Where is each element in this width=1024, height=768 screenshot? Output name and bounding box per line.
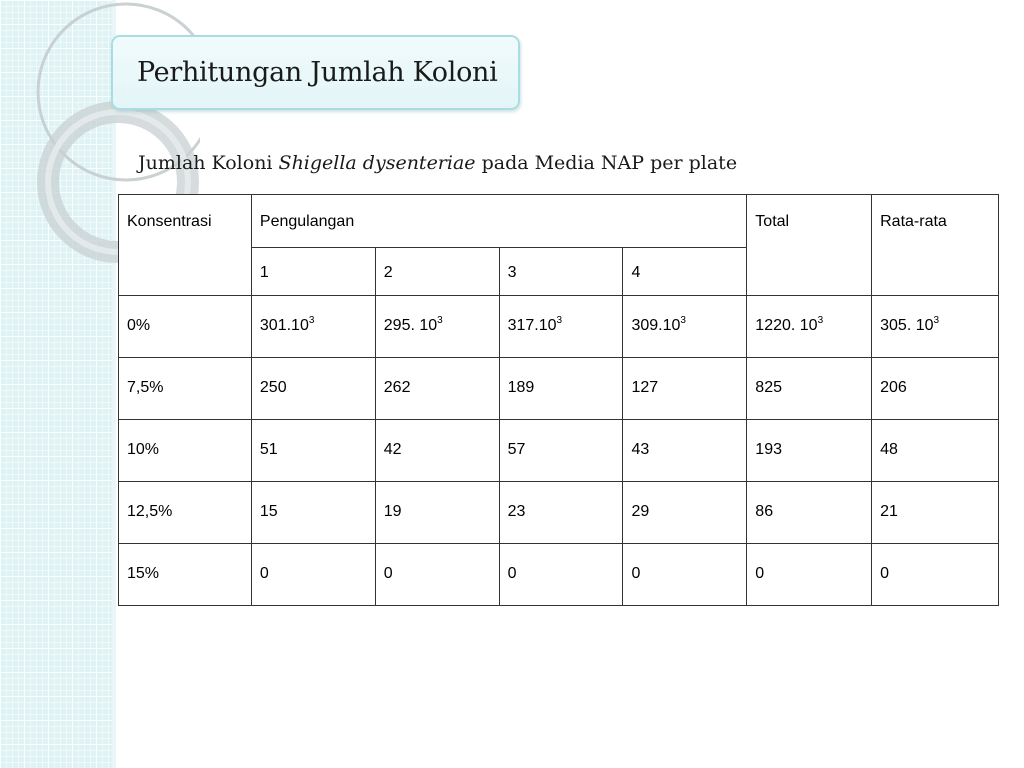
cell-value: 1220. 10 xyxy=(755,317,818,334)
table-row xyxy=(119,482,999,544)
cell-value: 305. 10 xyxy=(880,317,934,334)
cell-replicate-1 xyxy=(251,358,375,420)
cell-replicate-1 xyxy=(251,296,375,358)
table-caption xyxy=(138,152,737,174)
cell-value: 51 xyxy=(259,441,278,458)
cell-value: 825 xyxy=(755,379,782,396)
title-box xyxy=(111,35,520,110)
cell-replicate-3 xyxy=(499,544,623,606)
cell-value: 23 xyxy=(507,503,526,520)
cell-replicate-3 xyxy=(499,358,623,420)
cell-value: 48 xyxy=(880,441,898,458)
table-row xyxy=(119,420,999,482)
cell-value: 57 xyxy=(507,441,526,458)
cell-exponent: 3 xyxy=(308,315,315,326)
cell-konsentrasi: 7,5% xyxy=(119,358,252,420)
cell-replicate-4 xyxy=(623,420,747,482)
cell-total xyxy=(747,296,872,358)
cell-exponent: 3 xyxy=(556,315,563,326)
cell-replicate-3 xyxy=(499,420,623,482)
page-title: Perhitungan Jumlah Koloni xyxy=(137,57,498,88)
cell-value: 0 xyxy=(631,565,641,582)
cell-rata-rata xyxy=(872,544,999,606)
cell-value: 0 xyxy=(880,565,890,582)
cell-total xyxy=(747,544,872,606)
cell-value: 15 xyxy=(259,503,278,520)
cell-value: 0 xyxy=(259,565,269,582)
header-replicate-3: 3 xyxy=(499,248,623,296)
cell-konsentrasi: 15% xyxy=(119,544,252,606)
cell-replicate-4 xyxy=(623,358,747,420)
colony-count-table xyxy=(118,194,999,606)
decorative-strip-edge xyxy=(112,0,116,768)
cell-replicate-3 xyxy=(499,482,623,544)
cell-value: 86 xyxy=(755,503,774,520)
cell-value: 301.10 xyxy=(259,317,309,334)
table-header-row xyxy=(119,195,999,248)
header-total: Total xyxy=(747,195,872,296)
cell-replicate-4 xyxy=(623,482,747,544)
cell-rata-rata xyxy=(872,358,999,420)
cell-value: 0 xyxy=(383,565,393,582)
cell-konsentrasi: 12,5% xyxy=(119,482,252,544)
cell-replicate-3 xyxy=(499,296,623,358)
cell-value: 206 xyxy=(880,379,907,396)
cell-replicate-1 xyxy=(251,544,375,606)
caption-suffix: pada Media NAP per plate xyxy=(475,152,738,174)
cell-value: 189 xyxy=(507,379,535,396)
cell-replicate-2 xyxy=(375,420,499,482)
cell-replicate-2 xyxy=(375,544,499,606)
header-replicate-4: 4 xyxy=(623,248,747,296)
caption-prefix: Jumlah Koloni xyxy=(138,152,279,174)
cell-replicate-1 xyxy=(251,420,375,482)
cell-value: 0 xyxy=(755,565,765,582)
cell-replicate-4 xyxy=(623,296,747,358)
cell-exponent: 3 xyxy=(437,315,443,326)
caption-species: Shigella dysenteriae xyxy=(278,152,476,174)
cell-value: 21 xyxy=(880,503,898,520)
header-rata-rata: Rata-rata xyxy=(872,195,999,296)
cell-value: 19 xyxy=(383,503,402,520)
cell-value: 193 xyxy=(755,441,782,458)
cell-exponent: 3 xyxy=(680,315,686,326)
cell-value: 42 xyxy=(383,441,402,458)
cell-value: 127 xyxy=(631,379,659,396)
cell-value: 0 xyxy=(507,565,517,582)
header-konsentrasi: Konsentrasi xyxy=(119,195,252,296)
cell-value: 295. 10 xyxy=(383,317,438,334)
cell-replicate-2 xyxy=(375,296,499,358)
cell-rata-rata xyxy=(872,482,999,544)
cell-replicate-2 xyxy=(375,482,499,544)
cell-replicate-4 xyxy=(623,544,747,606)
cell-exponent: 3 xyxy=(933,315,940,326)
header-replicate-2: 2 xyxy=(375,248,499,296)
cell-rata-rata xyxy=(872,296,999,358)
table-row xyxy=(119,296,999,358)
cell-value: 317.10 xyxy=(507,317,557,334)
table-row xyxy=(119,358,999,420)
table-row xyxy=(119,544,999,606)
cell-rata-rata xyxy=(872,420,999,482)
header-pengulangan: Pengulangan xyxy=(251,195,746,248)
cell-total xyxy=(747,358,872,420)
cell-exponent: 3 xyxy=(817,315,824,326)
decorative-grid-strip xyxy=(0,0,114,768)
cell-value: 250 xyxy=(259,379,287,396)
cell-value: 309.10 xyxy=(631,317,681,334)
header-replicate-1: 1 xyxy=(251,248,375,296)
cell-replicate-2 xyxy=(375,358,499,420)
cell-total xyxy=(747,482,872,544)
cell-value: 29 xyxy=(631,503,650,520)
cell-replicate-1 xyxy=(251,482,375,544)
cell-konsentrasi: 0% xyxy=(119,296,252,358)
cell-value: 262 xyxy=(383,379,411,396)
cell-value: 43 xyxy=(631,441,650,458)
cell-konsentrasi: 10% xyxy=(119,420,252,482)
cell-total xyxy=(747,420,872,482)
